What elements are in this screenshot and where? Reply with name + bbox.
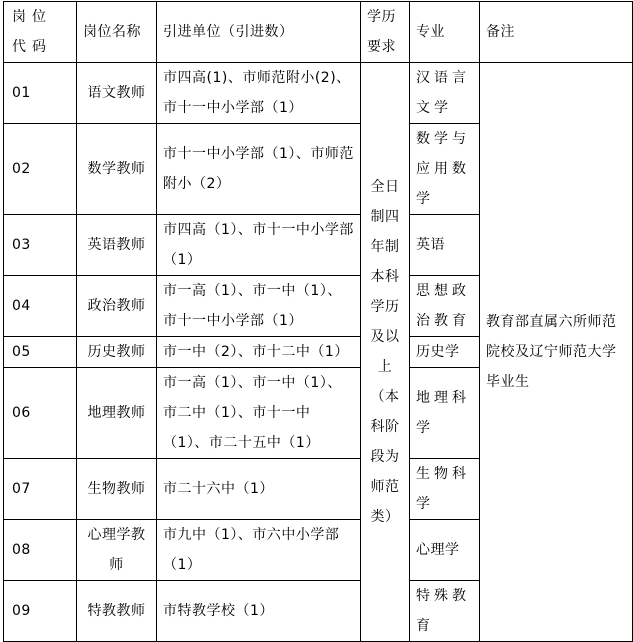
recruitment-table xyxy=(3,1,633,642)
row-code: 09 xyxy=(4,581,77,642)
row-code: 03 xyxy=(4,215,77,276)
remarks: 教育部直属六所师范院校及辽宁师范大学毕业生 xyxy=(480,63,633,642)
header-unit: 引进单位（引进数） xyxy=(157,2,361,63)
row-major: 汉语言文学 xyxy=(410,63,480,124)
row-position-name: 历史教师 xyxy=(77,337,157,368)
row-unit: 市十一中小学部（1）、市师范附小（2） xyxy=(157,124,361,215)
row-code: 05 xyxy=(4,337,77,368)
row-major: 数学与应用数学 xyxy=(410,124,480,215)
recruitment-table-wrapper xyxy=(3,1,633,642)
header-code: 岗位代码 xyxy=(4,2,77,63)
row-position-name: 地理教师 xyxy=(77,368,157,459)
row-unit: 市特教学校（1） xyxy=(157,581,361,642)
row-unit: 市一高（1）、市一中（1）、市十一中小学部（1） xyxy=(157,276,361,337)
row-position-name: 语文教师 xyxy=(77,63,157,124)
row-unit: 市二十六中（1） xyxy=(157,459,361,520)
row-code: 02 xyxy=(4,124,77,215)
header-note: 备注 xyxy=(480,2,633,63)
row-code: 06 xyxy=(4,368,77,459)
row-position-name: 英语教师 xyxy=(77,215,157,276)
row-unit: 市四高（1）、市十一中小学部（1） xyxy=(157,215,361,276)
row-major: 心理学 xyxy=(410,520,480,581)
row-code: 04 xyxy=(4,276,77,337)
row-major: 特殊教育 xyxy=(410,581,480,642)
row-unit: 市九中（1）、市六中小学部（1） xyxy=(157,520,361,581)
row-position-name: 政治教师 xyxy=(77,276,157,337)
row-major: 历史学 xyxy=(410,337,480,368)
row-unit: 市一高（1）、市一中（1）、市二中（1）、市十一中（1）、市二十五中（1） xyxy=(157,368,361,459)
education-requirement: 全日制四年制本科学历及以上（本科阶段为师范类） xyxy=(361,63,410,642)
row-position-name: 特教教师 xyxy=(77,581,157,642)
row-major: 英语 xyxy=(410,215,480,276)
header-name: 岗位名称 xyxy=(77,2,157,63)
row-code: 07 xyxy=(4,459,77,520)
row-major: 地理科学 xyxy=(410,368,480,459)
row-position-name: 数学教师 xyxy=(77,124,157,215)
header-row xyxy=(4,2,633,63)
row-position-name: 心理学教师 xyxy=(77,520,157,581)
row-major: 思想政治教育 xyxy=(410,276,480,337)
table-row xyxy=(4,63,633,124)
row-code: 08 xyxy=(4,520,77,581)
header-edu: 学历要求 xyxy=(361,2,410,63)
header-major: 专业 xyxy=(410,2,480,63)
row-unit: 市一中（2）、市十二中（1） xyxy=(157,337,361,368)
row-unit: 市四高(1)、市师范附小(2)、市十一中小学部（1） xyxy=(157,63,361,124)
row-major: 生物科学 xyxy=(410,459,480,520)
row-position-name: 生物教师 xyxy=(77,459,157,520)
row-code: 01 xyxy=(4,63,77,124)
